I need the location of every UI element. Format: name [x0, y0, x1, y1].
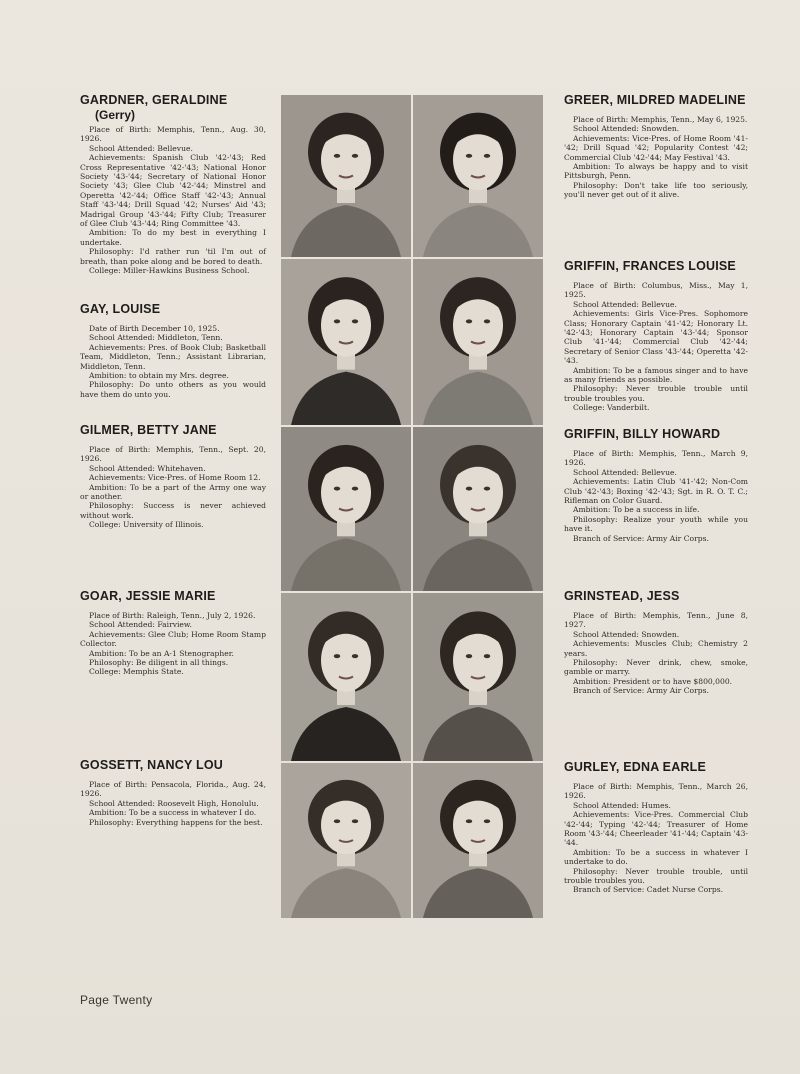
bio-line: Philosophy: Be diligent in all things. [89, 658, 229, 668]
bio-line: Ambition: To always be happy and to visit Pittsburgh, Penn. [564, 162, 748, 181]
student-bio [80, 125, 266, 276]
bio-line: Branch of Service: Army Air Corps. [573, 533, 709, 543]
bio-line: Place of Birth: Columbus, Miss., May 1, 1925. [564, 281, 748, 300]
portrait-griffin-billy [413, 427, 543, 591]
portrait-greer [413, 95, 543, 257]
bio-line: Philosophy: I'd rather run 'til I'm out of breath, than poke along and be bored to death. [80, 247, 266, 266]
student-name: GARDNER, GERALDINE [80, 93, 228, 107]
student-name: GILMER, BETTY JANE [80, 423, 217, 437]
student-bio [80, 780, 266, 827]
bio-line: Philosophy: Everything happens for the best. [89, 817, 263, 827]
bio-line: College: Vanderbilt. [573, 403, 650, 413]
bio-line: School Attended: Middleton, Tenn. [89, 333, 223, 343]
student-nickname: (Gerry) [95, 108, 136, 122]
bio-line: Branch of Service: Cadet Nurse Corps. [573, 885, 724, 895]
portrait-gilmer [281, 427, 411, 591]
portrait-gossett [281, 763, 411, 918]
bio-line: School Attended: Bellevue. [573, 467, 677, 477]
student-name: GOSSETT, NANCY LOU [80, 758, 223, 772]
bio-line: Ambition: To be a success in life. [573, 505, 700, 515]
bio-line: Ambition: To be an A-1 Stenographer. [89, 648, 234, 658]
bio-line: School Attended: Snowden. [573, 124, 680, 134]
bio-line: Place of Birth: Memphis, Tenn., March 9, 1926. [564, 449, 748, 468]
student-name: GREER, MILDRED MADELINE [564, 93, 746, 107]
bio-line: Philosophy: Do unto others as you would have them do unto you. [80, 380, 266, 399]
bio-line: Achievements: Vice-Pres. of Home Room '41-'42; Drill Squad '42; Popularity Contest '42; Commercial Club '42-'44; May Festival '43. [564, 133, 748, 162]
bio-line: School Attended: Whitehaven. [89, 463, 206, 473]
bio-line: Branch of Service: Army Air Corps. [573, 686, 709, 696]
bio-line: Philosophy: Never trouble trouble until trouble troubles you. [564, 384, 748, 403]
bio-line: Achievements: Vice-Pres. Commercial Club '42-'44; Typing '42-'44; Treasurer of Home Room '43-'44; Cheerleader '41-'44; Captain '43-'44. [564, 810, 748, 848]
student-name: GAY, LOUISE [80, 302, 161, 316]
bio-line: Philosophy: Never drink, chew, smoke, gamble or marry. [564, 658, 748, 677]
student-bio [564, 611, 748, 696]
entry-gilmer [80, 423, 266, 530]
bio-line: Ambition: To be a famous singer and to have as many friends as possible. [564, 365, 748, 385]
bio-line: College: University of Illinois. [89, 520, 204, 530]
bio-line: Achievements: Pres. of Book Club; Basketball Team, Middleton, Tenn.; Assistant Librarian, Middleton, Tenn. [80, 342, 266, 371]
bio-line: Place of Birth: Memphis, Tenn., June 8, 1927. [564, 611, 748, 630]
bio-line: School Attended: Humes. [573, 800, 671, 810]
bio-line: Achievements: Girls Vice-Pres. Sophomore Class; Honorary Captain '41-'42; Honorary Lt. '42-'43; Honorary Captain '43-'44; Sponsor Club '41-'44; Commercial Club '42-'44; Secretary of Senior Class '43-'44; Operetta '42-'43. [564, 309, 748, 366]
bio-line: Philosophy: Success is never achieved without work. [80, 501, 266, 520]
bio-line: Achievements: Muscles Club; Chemistry 2 years. [564, 639, 748, 658]
portrait-gurley [413, 763, 543, 918]
bio-line: Ambition: To do my best in everything I undertake. [80, 228, 266, 247]
bio-line: Ambition: To be a part of the Army one way or another. [80, 482, 266, 502]
student-name: GRIFFIN, FRANCES LOUISE [564, 259, 736, 273]
bio-line: Achievements: Spanish Club '42-'43; Red Cross Representative '42-'43; National Honor Society '43-'44; Secretary of National Honor Society '43; Glee Club '42-'44; Minstrel and Operetta '42-'44; Office Staff '42-'43; Annual Staff '43-'44; Drill Squad '42; Nurses' Aid '43; Madrigal Group '43-'44; Fifty Club; Treasurer of Glee Club '43-'44; Ring Committee '43. [80, 153, 266, 229]
bio-line: Date of Birth December 10, 1925. [89, 324, 220, 333]
student-bio [80, 445, 266, 530]
bio-line: Ambition: To be a success in whatever I undertake to do. [564, 847, 748, 867]
student-bio [80, 324, 266, 399]
bio-line: Achievements: Vice-Pres. of Home Room 12. [89, 473, 261, 483]
bio-line: Ambition: President or to have $800,000. [573, 676, 733, 686]
student-name: GURLEY, EDNA EARLE [564, 760, 707, 774]
bio-line: College: Memphis State. [89, 667, 184, 677]
bio-line: School Attended: Bellevue. [89, 143, 193, 153]
bio-line: Achievements: Latin Club '41-'42; Non-Com Club '42-'43; Boxing '42-'43; Sgt. in R. O. T. C.; Rifleman on Color Guard. [564, 477, 748, 506]
bio-line: Place of Birth: Memphis, Tenn., Sept. 20, 1926. [80, 445, 266, 464]
bio-line: Ambition: To be a success in whatever I do. [89, 808, 257, 818]
entry-gay [80, 302, 266, 399]
student-name: GOAR, JESSIE MARIE [80, 589, 216, 603]
entry-gardner [80, 93, 266, 276]
student-bio [80, 611, 266, 677]
student-bio [564, 782, 748, 895]
entry-griffin-frances [564, 259, 748, 413]
entry-greer [564, 93, 748, 200]
student-name: GRIFFIN, BILLY HOWARD [564, 427, 721, 441]
bio-line: Place of Birth: Memphis, Tenn., Aug. 30, 1926. [80, 125, 266, 144]
portrait-griffin-frances [413, 259, 543, 425]
bio-line: Philosophy: Never trouble trouble, until trouble troubles you. [564, 866, 748, 886]
bio-line: School Attended: Roosevelt High, Honolulu. [89, 798, 259, 808]
bio-line: Philosophy: Don't take life too seriously, you'll never get out of it alive. [564, 180, 748, 200]
entry-goar [80, 589, 266, 677]
bio-line: Place of Birth: Raleigh, Tenn., July 2, 1926. [89, 611, 256, 620]
portrait-gardner [281, 95, 411, 257]
student-name: GRINSTEAD, JESS [564, 589, 680, 603]
bio-line: School Attended: Snowden. [573, 629, 680, 639]
student-bio [564, 449, 748, 543]
student-bio [564, 281, 748, 413]
bio-line: College: Miller-Hawkins Business School. [89, 266, 250, 276]
entry-grinstead [564, 589, 748, 696]
bio-line: Achievements: Glee Club; Home Room Stamp Collector. [80, 629, 266, 649]
bio-line: Place of Birth: Pensacola, Florida., Aug. 24, 1926. [80, 780, 266, 799]
bio-line: School Attended: Bellevue. [573, 299, 677, 309]
bio-line: School Attended: Fairview. [89, 620, 192, 630]
bio-line: Philosophy: Realize your youth while you have it. [564, 514, 748, 534]
student-bio [564, 115, 748, 200]
entry-gossett [80, 758, 266, 827]
bio-line: Ambition: to obtain my Mrs. degree. [89, 371, 229, 381]
bio-line: Place of Birth: Memphis, Tenn., May 6, 1925. [573, 115, 748, 124]
entry-gurley [564, 760, 748, 895]
portrait-gay [281, 259, 411, 425]
portrait-grinstead [413, 593, 543, 761]
page-number: Page Twenty [80, 993, 153, 1007]
bio-line: Place of Birth: Memphis, Tenn., March 26, 1926. [564, 782, 748, 801]
entry-griffin-billy [564, 427, 748, 543]
portrait-goar [281, 593, 411, 761]
